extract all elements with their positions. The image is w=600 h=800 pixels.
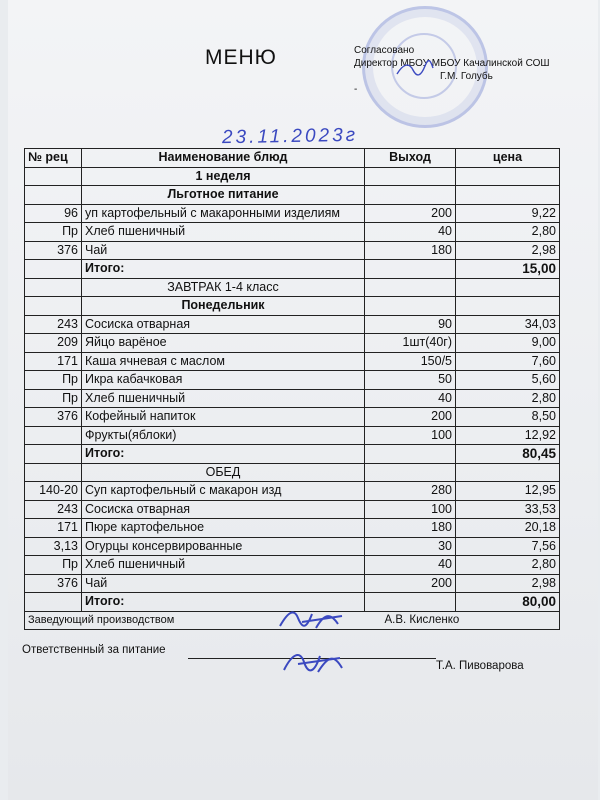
dish-output: 200 [365, 204, 456, 223]
col-header-out: Выход [365, 149, 456, 168]
recipe-number: 96 [25, 204, 82, 223]
dish-name: Сосиска отварная [82, 500, 365, 519]
dish-name: Фрукты(яблоки) [82, 426, 365, 445]
table-row [25, 574, 560, 593]
dish-name: уп картофельный с макаронными изделиям [82, 204, 365, 223]
approval-block [354, 44, 550, 96]
dish-price: 12,95 [456, 482, 560, 501]
empty-cell [365, 463, 456, 482]
dish-output: 100 [365, 500, 456, 519]
section-lgot-row [25, 186, 560, 205]
recipe-number: 376 [25, 408, 82, 427]
dish-name: Сосиска отварная [82, 315, 365, 334]
dish-price: 7,56 [456, 537, 560, 556]
empty-cell [25, 278, 82, 297]
dish-price: 2,80 [456, 556, 560, 575]
dish-output: 1шт(40г) [365, 334, 456, 353]
table-body [25, 167, 560, 630]
dish-name: Икра кабачковая [82, 371, 365, 390]
section-lunch-row [25, 463, 560, 482]
empty-cell [25, 445, 82, 464]
approval-line-3: Г.М. Голубь [440, 71, 493, 82]
dish-price: 12,92 [456, 426, 560, 445]
empty-cell [365, 278, 456, 297]
manager-label: Заведующий производством [25, 611, 365, 630]
col-header-price: цена [456, 149, 560, 168]
total-value: 80,45 [456, 445, 560, 464]
total-label: Итого: [82, 445, 365, 464]
dish-name: Хлеб пшеничный [82, 389, 365, 408]
dish-output: 280 [365, 482, 456, 501]
dish-output: 180 [365, 241, 456, 260]
empty-cell [456, 278, 560, 297]
dish-price: 33,53 [456, 500, 560, 519]
dish-output: 180 [365, 519, 456, 538]
section-lgot-row-label: Льготное питание [82, 186, 365, 205]
col-header-rec: № рец [25, 149, 82, 168]
table-row [25, 482, 560, 501]
dish-name: Кофейный напиток [82, 408, 365, 427]
table-row [25, 426, 560, 445]
empty-cell [456, 167, 560, 186]
recipe-number: 171 [25, 519, 82, 538]
dish-price: 2,80 [456, 223, 560, 242]
responsible-signature [278, 644, 348, 678]
empty-cell [25, 297, 82, 316]
dish-output: 200 [365, 408, 456, 427]
dish-price: 9,00 [456, 334, 560, 353]
menu-table [24, 148, 560, 630]
table-row [25, 241, 560, 260]
table-row [25, 556, 560, 575]
dish-name: Пюре картофельное [82, 519, 365, 538]
recipe-number [25, 426, 82, 445]
recipe-number: 209 [25, 334, 82, 353]
dish-price: 34,03 [456, 315, 560, 334]
dish-output: 200 [365, 574, 456, 593]
empty-cell [456, 463, 560, 482]
total-label: Итого: [82, 593, 365, 612]
table-row [25, 223, 560, 242]
empty-cell [365, 186, 456, 205]
responsible-name: Т.А. Пивоварова [436, 660, 524, 672]
section-breakfast-row-label: ЗАВТРАК 1-4 класс [82, 278, 365, 297]
dish-price: 7,60 [456, 352, 560, 371]
dish-name: Хлеб пшеничный [82, 556, 365, 575]
recipe-number: Пр [25, 389, 82, 408]
dish-price: 2,80 [456, 389, 560, 408]
empty-cell [25, 260, 82, 279]
empty-cell [25, 593, 82, 612]
dish-price: 2,98 [456, 574, 560, 593]
empty-cell [25, 186, 82, 205]
dish-price: 8,50 [456, 408, 560, 427]
dish-name: Огурцы консервированные [82, 537, 365, 556]
table-row [25, 519, 560, 538]
dish-name: Чай [82, 241, 365, 260]
recipe-number: 140-20 [25, 482, 82, 501]
table-row [25, 204, 560, 223]
total-value: 15,00 [456, 260, 560, 279]
dish-price: 20,18 [456, 519, 560, 538]
dish-output: 30 [365, 537, 456, 556]
table-row [25, 408, 560, 427]
dish-price: 2,98 [456, 241, 560, 260]
page-title: МЕНЮ [205, 46, 277, 69]
section-lunch-row-label: ОБЕД [82, 463, 365, 482]
manager-name: А.В. Кисленко [365, 611, 560, 630]
table-row [25, 371, 560, 390]
dish-name: Яйцо варёное [82, 334, 365, 353]
dish-name: Чай [82, 574, 365, 593]
empty-cell [365, 445, 456, 464]
dish-output: 40 [365, 556, 456, 575]
week-row [25, 167, 560, 186]
total-label: Итого: [82, 260, 365, 279]
empty-cell [365, 593, 456, 612]
table-row [25, 315, 560, 334]
total-value: 80,00 [456, 593, 560, 612]
empty-cell [365, 167, 456, 186]
day-row-label: Понедельник [82, 297, 365, 316]
table-row [25, 537, 560, 556]
section-breakfast-row [25, 278, 560, 297]
empty-cell [456, 297, 560, 316]
approval-dash: - [354, 84, 358, 95]
dish-output: 50 [365, 371, 456, 390]
recipe-number: 3,13 [25, 537, 82, 556]
dish-name: Каша ячневая с маслом [82, 352, 365, 371]
recipe-number: Пр [25, 223, 82, 242]
recipe-number: 376 [25, 241, 82, 260]
dish-output: 100 [365, 426, 456, 445]
table-row [25, 334, 560, 353]
empty-cell [25, 463, 82, 482]
manager-signature [272, 604, 350, 634]
dish-price: 5,60 [456, 371, 560, 390]
table-row [25, 389, 560, 408]
recipe-number: 171 [25, 352, 82, 371]
total-row [25, 260, 560, 279]
week-row-label: 1 неделя [82, 167, 365, 186]
dish-price: 9,22 [456, 204, 560, 223]
dish-output: 90 [365, 315, 456, 334]
recipe-number: 243 [25, 315, 82, 334]
approval-line-1: Согласовано [354, 45, 415, 56]
empty-cell [456, 186, 560, 205]
total-row [25, 445, 560, 464]
dish-name: Хлеб пшеничный [82, 223, 365, 242]
director-signature [395, 60, 435, 78]
table-header-row [25, 149, 560, 168]
dish-output: 40 [365, 223, 456, 242]
empty-cell [365, 260, 456, 279]
handwritten-date: 23.11.2023г [221, 124, 359, 149]
recipe-number: Пр [25, 371, 82, 390]
table-row [25, 352, 560, 371]
recipe-number: Пр [25, 556, 82, 575]
recipe-number: 243 [25, 500, 82, 519]
approval-line-2: Директор МБОУ МБОУ Качалинской СОШ [354, 58, 550, 69]
table-row [25, 500, 560, 519]
empty-cell [365, 297, 456, 316]
day-row [25, 297, 560, 316]
responsible-label: Ответственный за питание [22, 644, 166, 656]
empty-cell [25, 167, 82, 186]
dish-output: 40 [365, 389, 456, 408]
col-header-name: Наименование блюд [82, 149, 365, 168]
dish-name: Суп картофельный с макарон изд [82, 482, 365, 501]
dish-output: 150/5 [365, 352, 456, 371]
recipe-number: 376 [25, 574, 82, 593]
